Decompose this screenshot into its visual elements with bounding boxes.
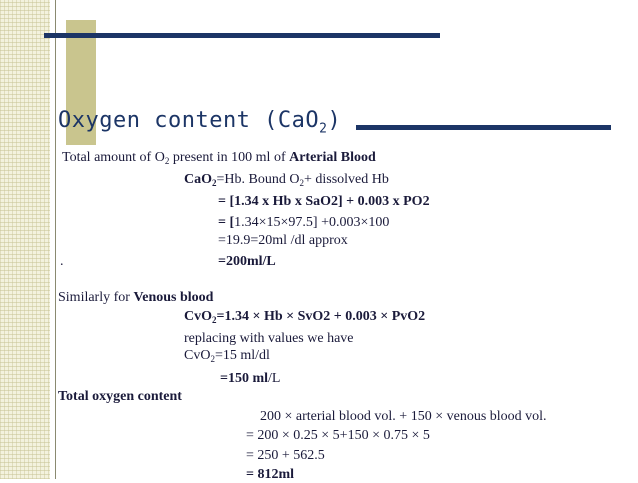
title-text: Oxygen content (CaO (58, 108, 320, 133)
left-stripe-decoration (0, 0, 50, 479)
body-line-10 (184, 331, 354, 347)
text-run-8-1: Similarly for (58, 290, 134, 305)
text-run-9-1: CvO (184, 309, 212, 324)
text-run-12-2: /L (268, 371, 281, 386)
text-run-16-1: = 250 + 562.5 (246, 448, 325, 463)
text-run-14-1: 200 × arterial blood vol. + 150 × venous blood vol. (260, 409, 547, 424)
title-close: ) (327, 108, 342, 133)
text-run-1-1: Total amount of O (62, 150, 165, 165)
text-run-11-1: CvO (184, 348, 211, 363)
text-run-4-2: 1.34×15×97.5] +0.003×100 (234, 215, 390, 230)
body-line-1 (62, 150, 376, 166)
text-run-13-1: Total oxygen content (58, 389, 182, 404)
subscript-2-4: 2 (299, 178, 304, 188)
body-line-15 (246, 428, 430, 444)
body-line-5 (218, 233, 348, 249)
text-run-12-1: =150 ml (220, 371, 269, 386)
slide-title (58, 108, 341, 136)
text-run-2-3: =Hb. Bound O (216, 172, 300, 187)
body-line-17 (246, 467, 294, 483)
title-underline-bar (356, 125, 611, 130)
text-run-11-3: =15 ml/dl (214, 348, 270, 363)
text-run-1-4: Arterial Blood (289, 150, 376, 165)
body-line-8 (58, 290, 213, 306)
body-line-16 (246, 448, 325, 464)
text-run-5-1: =19.9=20ml /dl approx (218, 233, 348, 248)
body-line-2 (184, 172, 389, 188)
text-run-15-1: = 200 × 0.25 × 5+150 × 0.75 × 5 (246, 428, 430, 443)
text-run-7-1: =200ml/L (218, 254, 276, 269)
text-run-9-3: =1.34 × Hb × SvO2 + 0.003 × PvO2 (216, 309, 426, 324)
body-line-13 (58, 389, 182, 405)
subscript-2-2: 2 (212, 178, 217, 188)
body-line-11 (184, 348, 270, 364)
text-run-4-1: = [ (218, 215, 235, 230)
text-run-6-1: . (60, 254, 64, 269)
top-accent-bar (44, 33, 440, 38)
text-run-8-2: Venous blood (133, 290, 214, 305)
text-run-2-5: + dissolved Hb (303, 172, 389, 187)
text-run-3-1: = [1.34 x Hb x SaO2] + 0.003 x PO2 (218, 194, 430, 209)
subscript-1-2: 2 (164, 156, 170, 166)
body-line-7 (218, 254, 276, 270)
text-run-2-1: CaO (184, 172, 212, 187)
subscript-9-2: 2 (212, 315, 217, 325)
left-vertical-rule (55, 0, 56, 479)
body-line-14 (260, 409, 547, 425)
text-run-10-1: replacing with values we have (184, 331, 354, 346)
text-run-1-3: present in 100 ml of (169, 150, 290, 165)
title-subscript: 2 (319, 121, 328, 137)
body-line-9 (184, 309, 425, 325)
body-line-12 (220, 371, 280, 387)
body-line-3 (218, 194, 430, 210)
text-run-17-1: = 812ml (246, 467, 295, 482)
body-line-4 (218, 215, 389, 231)
body-line-6 (60, 254, 64, 270)
subscript-11-2: 2 (210, 354, 215, 364)
